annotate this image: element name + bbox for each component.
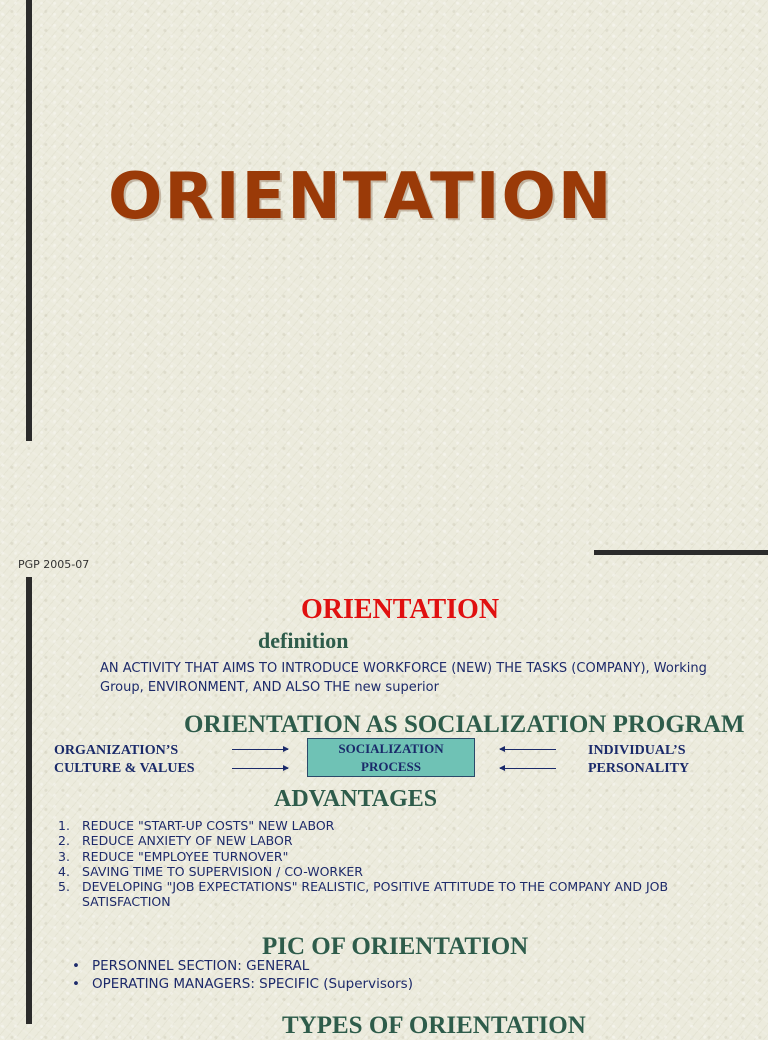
box-line2: PROCESS bbox=[361, 758, 421, 774]
list-item: 4. SAVING TIME TO SUPERVISION / CO-WORKER bbox=[58, 863, 363, 879]
definition-label: definition bbox=[258, 628, 349, 653]
types-heading: TYPES OF ORIENTATION bbox=[282, 1012, 586, 1039]
arrow-right-2 bbox=[232, 768, 288, 769]
advantages-heading: ADVANTAGES bbox=[274, 786, 438, 812]
individual-label-line2: PERSONALITY bbox=[588, 761, 690, 776]
arrow-left-2 bbox=[500, 768, 556, 769]
socialization-process-box bbox=[307, 738, 475, 777]
slide-divider-bar bbox=[594, 550, 768, 555]
advantages-list bbox=[58, 818, 718, 910]
organization-culture-label bbox=[54, 742, 195, 778]
arrow-right-1 bbox=[232, 749, 288, 750]
list-item: 2. REDUCE ANXIETY OF NEW LABOR bbox=[58, 833, 293, 849]
list-item: • PERSONNEL SECTION: GENERAL bbox=[72, 957, 413, 975]
slide-title: ORIENTATION bbox=[108, 160, 614, 234]
footer-label: PGP 2005-07 bbox=[18, 558, 90, 571]
left-accent-bar-2 bbox=[26, 577, 32, 1024]
individual-personality-label bbox=[588, 742, 689, 778]
organization-label-line1: ORGANIZATION’S bbox=[54, 743, 179, 758]
left-accent-bar bbox=[26, 0, 32, 441]
list-item: 3. REDUCE "EMPLOYEE TURNOVER" bbox=[58, 848, 289, 864]
list-item: 5. DEVELOPING "JOB EXPECTATIONS" REALISTIC, POSITIVE ATTITUDE TO THE COMPANY AND JOB SATISFACTION bbox=[58, 879, 669, 910]
individual-label-line1: INDIVIDUAL’S bbox=[588, 743, 686, 758]
socialization-heading: ORIENTATION AS SOCIALIZATION PROGRAM bbox=[184, 711, 745, 738]
arrow-left-1 bbox=[500, 749, 556, 750]
box-line1: SOCIALIZATION bbox=[338, 740, 444, 756]
pic-heading: PIC OF ORIENTATION bbox=[262, 933, 529, 960]
pic-list bbox=[72, 957, 413, 993]
organization-label-line2: CULTURE & VALUES bbox=[54, 761, 195, 776]
slide2-title: ORIENTATION bbox=[300, 594, 500, 625]
list-item: 1. REDUCE "START-UP COSTS" NEW LABOR bbox=[58, 818, 335, 833]
definition-text: AN ACTIVITY THAT AIMS TO INTRODUCE WORKFORCE (NEW) THE TASKS (COMPANY), Working Group, ENVIRONMENT, AND ALSO THE new superior bbox=[100, 661, 707, 695]
list-item: • OPERATING MANAGERS: SPECIFIC (Supervisors) bbox=[72, 975, 413, 993]
